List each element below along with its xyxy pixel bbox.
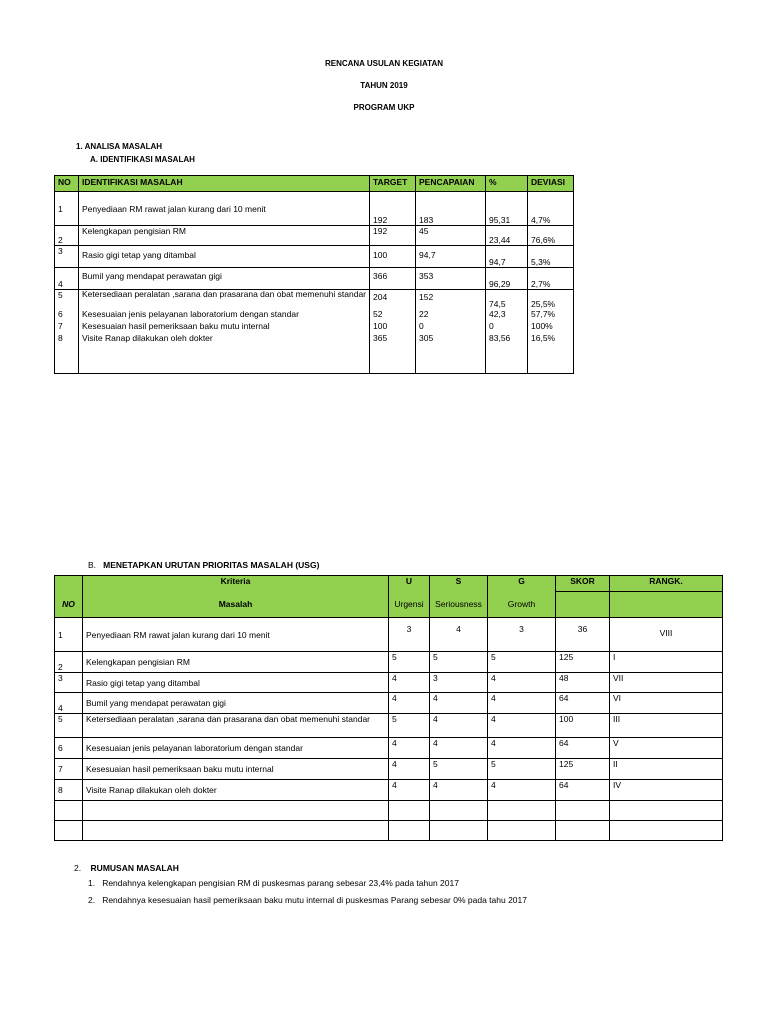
row-percent: 42,3: [486, 309, 528, 321]
row-rank: II: [610, 759, 723, 780]
header-masalah: Masalah: [83, 592, 389, 618]
table-row: [55, 192, 574, 226]
row-no: 6: [55, 738, 83, 759]
row-problem: Kelengkapan pengisian RM: [79, 226, 370, 246]
row-problem: Penyediaan RM rawat jalan kurang dari 10 menit: [79, 192, 370, 226]
row-percent: 23,44: [486, 226, 528, 246]
row-no: 7: [55, 321, 79, 333]
row-skor: 36: [556, 618, 610, 652]
col-header-no: NO: [55, 176, 79, 192]
row-no: 5: [55, 714, 83, 738]
row-skor: 64: [556, 738, 610, 759]
row-no: 4: [55, 693, 83, 714]
row-no: 7: [55, 759, 83, 780]
row-target: 100: [370, 321, 416, 333]
table-row: [55, 309, 574, 321]
row-s: 5: [430, 652, 488, 673]
table-row: [55, 693, 723, 714]
row-skor: 48: [556, 673, 610, 693]
row-s: 4: [430, 618, 488, 652]
row-deviation: 57,7%: [528, 309, 574, 321]
header-growth: Growth: [488, 592, 556, 618]
row-problem: Kesesuaian hasil pemeriksaan baku mutu internal: [83, 759, 389, 780]
row-deviation: 2,7%: [528, 268, 574, 290]
row-achievement: 183: [416, 192, 486, 226]
row-g: 3: [488, 618, 556, 652]
row-g: 4: [488, 714, 556, 738]
row-g: 4: [488, 673, 556, 693]
row-skor: 100: [556, 714, 610, 738]
document-year: TAHUN 2019: [360, 81, 408, 90]
section-b-letter: B.: [88, 560, 97, 570]
row-no: 3: [55, 246, 79, 268]
row-no: 3: [55, 673, 83, 693]
row-skor: 125: [556, 652, 610, 673]
row-percent: 96,29: [486, 268, 528, 290]
row-problem: Penyediaan RM rawat jalan kurang dari 10 menit: [83, 618, 389, 652]
table-row: [55, 738, 723, 759]
list-item-text: Rendahnya kelengkapan pengisian RM di puskesmas parang sebesar 23,4% pada tahun 2017: [102, 878, 459, 888]
row-g: 5: [488, 652, 556, 673]
document-program: PROGRAM UKP: [353, 103, 415, 112]
section-b-title: MENETAPKAN URUTAN PRIORITAS MASALAH (USG): [103, 560, 320, 570]
row-u: 5: [389, 714, 430, 738]
section-2-heading: [74, 863, 179, 873]
row-target: 366: [370, 268, 416, 290]
section-2-number: 2.: [74, 863, 82, 873]
table-row: [55, 618, 723, 652]
row-percent: 95,31: [486, 192, 528, 226]
table-row: [55, 290, 574, 309]
col-header-deviation: DEVIASI: [528, 176, 574, 192]
row-problem: Rasio gigi tetap yang ditambal: [79, 246, 370, 268]
row-no: 5: [55, 290, 79, 309]
row-s: 4: [430, 738, 488, 759]
row-deviation: 25,5%: [528, 290, 574, 309]
table-row: [55, 673, 723, 693]
row-no: 4: [55, 268, 79, 290]
empty-row: [55, 821, 723, 841]
usg-header-row: [55, 576, 723, 592]
row-problem: Bumil yang mendapat perawatan gigi: [83, 693, 389, 714]
list-item: [88, 895, 527, 905]
table-row: [55, 268, 574, 290]
row-g: 4: [488, 693, 556, 714]
list-item-number: 2.: [88, 895, 96, 905]
header-skor: SKOR: [556, 576, 610, 592]
row-rank: V: [610, 738, 723, 759]
header-urgensi: Urgensi: [389, 592, 430, 618]
col-header-achievement: PENCAPAIAN: [416, 176, 486, 192]
row-s: 5: [430, 759, 488, 780]
row-target: 52: [370, 309, 416, 321]
row-achievement: 22: [416, 309, 486, 321]
row-rank: III: [610, 714, 723, 738]
header-u: U: [389, 576, 430, 592]
row-u: 4: [389, 738, 430, 759]
row-deviation: 16,5%: [528, 333, 574, 374]
table-row: [55, 246, 574, 268]
row-g: 4: [488, 780, 556, 801]
row-no: 2: [55, 226, 79, 246]
row-achievement: 0: [416, 321, 486, 333]
row-rank: VIII: [610, 618, 723, 652]
row-no: 1: [55, 618, 83, 652]
row-s: 3: [430, 673, 488, 693]
document-title: RENCANA USULAN KEGIATAN: [324, 59, 444, 68]
header-rangk: RANGK.: [610, 576, 723, 592]
row-u: 5: [389, 652, 430, 673]
header-kriteria: Kriteria: [83, 576, 389, 592]
list-item-text: Rendahnya kesesuaian hasil pemeriksaan baku mutu internal di puskesmas Parang sebesar 0% pada tahu 2017: [102, 895, 527, 905]
row-problem: Rasio gigi tetap yang ditambal: [83, 673, 389, 693]
row-problem: Kesesuaian jenis pelayanan laboratorium dengan standar: [79, 309, 370, 321]
row-percent: 0: [486, 321, 528, 333]
row-target: 192: [370, 226, 416, 246]
row-deviation: 100%: [528, 321, 574, 333]
row-u: 4: [389, 693, 430, 714]
row-achievement: 305: [416, 333, 486, 374]
header-g: G: [488, 576, 556, 592]
section-1a-heading: A. IDENTIFIKASI MASALAH: [90, 155, 195, 164]
problem-identification-table: [54, 175, 574, 374]
row-skor: 64: [556, 780, 610, 801]
row-no: 6: [55, 309, 79, 321]
header-seriousness: Seriousness: [430, 592, 488, 618]
section-2-title: RUMUSAN MASALAH: [90, 863, 179, 873]
table-row: [55, 714, 723, 738]
row-deviation: 76,6%: [528, 226, 574, 246]
table-row: [55, 333, 574, 374]
row-g: 4: [488, 738, 556, 759]
row-problem: Kelengkapan pengisian RM: [83, 652, 389, 673]
row-achievement: 94,7: [416, 246, 486, 268]
row-g: 5: [488, 759, 556, 780]
row-s: 4: [430, 780, 488, 801]
empty-row: [55, 801, 723, 821]
row-achievement: 45: [416, 226, 486, 246]
row-problem: Visite Ranap dilakukan oleh dokter: [83, 780, 389, 801]
row-no: 8: [55, 333, 79, 374]
row-skor: 64: [556, 693, 610, 714]
row-problem: Bumil yang mendapat perawatan gigi: [79, 268, 370, 290]
col-header-target: TARGET: [370, 176, 416, 192]
table-row: [55, 652, 723, 673]
row-u: 4: [389, 673, 430, 693]
row-target: 192: [370, 192, 416, 226]
row-rank: VI: [610, 693, 723, 714]
usg-subheader-row: [55, 592, 723, 618]
row-achievement: 152: [416, 290, 486, 309]
row-u: 3: [389, 618, 430, 652]
row-problem: Ketersediaan peralatan ,sarana dan prasarana dan obat memenuhi standar: [83, 714, 389, 738]
row-deviation: 5,3%: [528, 246, 574, 268]
row-problem: Visite Ranap dilakukan oleh dokter: [79, 333, 370, 374]
row-achievement: 353: [416, 268, 486, 290]
table-header-row: [55, 176, 574, 192]
row-no: 8: [55, 780, 83, 801]
row-problem: Kesesuaian hasil pemeriksaan baku mutu internal: [79, 321, 370, 333]
col-header-problem: IDENTIFIKASI MASALAH: [79, 176, 370, 192]
row-s: 4: [430, 714, 488, 738]
row-target: 100: [370, 246, 416, 268]
table-row: [55, 759, 723, 780]
row-percent: 74,5: [486, 290, 528, 309]
row-u: 4: [389, 759, 430, 780]
table-row: [55, 780, 723, 801]
row-percent: 83,56: [486, 333, 528, 374]
section-1-heading: 1. ANALISA MASALAH: [76, 142, 163, 151]
row-target: 204: [370, 290, 416, 309]
row-deviation: 4,7%: [528, 192, 574, 226]
row-target: 365: [370, 333, 416, 374]
section-b-heading: [88, 560, 319, 570]
row-no: 2: [55, 652, 83, 673]
list-item: [88, 878, 459, 888]
header-no: NO: [55, 592, 83, 618]
row-no: 1: [55, 192, 79, 226]
header-s: S: [430, 576, 488, 592]
table-row: [55, 321, 574, 333]
row-rank: IV: [610, 780, 723, 801]
row-u: 4: [389, 780, 430, 801]
row-rank: VII: [610, 673, 723, 693]
row-skor: 125: [556, 759, 610, 780]
row-s: 4: [430, 693, 488, 714]
row-percent: 94,7: [486, 246, 528, 268]
usg-priority-table: [54, 575, 723, 841]
table-row: [55, 226, 574, 246]
row-rank: I: [610, 652, 723, 673]
row-problem: Kesesuaian jenis pelayanan laboratorium dengan standar: [83, 738, 389, 759]
list-item-number: 1.: [88, 878, 96, 888]
col-header-percent: %: [486, 176, 528, 192]
row-problem: Ketersediaan peralatan ,sarana dan prasarana dan obat memenuhi standar: [79, 290, 370, 309]
